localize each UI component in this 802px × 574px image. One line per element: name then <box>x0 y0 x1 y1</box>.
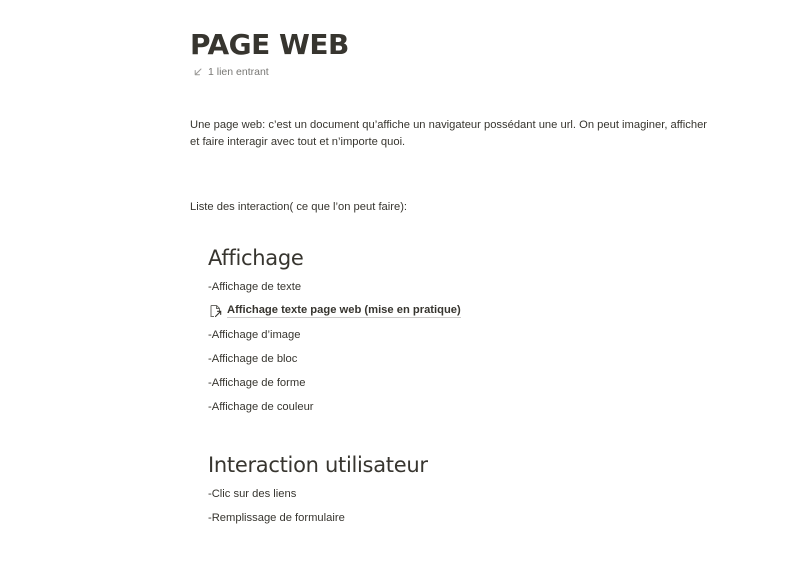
list-intro-paragraph[interactable]: Liste des interaction( ce que l’on peut faire): <box>190 201 408 213</box>
list-item[interactable]: -Remplissage de formulaire <box>208 512 345 524</box>
list-item[interactable]: -Affichage de texte <box>208 281 302 293</box>
heading-interaction-utilisateur[interactable]: Interaction utilisateur <box>208 453 428 477</box>
backlinks-label: 1 lien entrant <box>208 66 269 78</box>
arrow-down-left-icon <box>193 67 203 77</box>
list-item[interactable]: -Clic sur des liens <box>208 488 297 500</box>
page-link-icon <box>208 304 222 318</box>
page-title[interactable]: PAGE WEB <box>190 28 349 61</box>
list-item[interactable]: -Affichage de forme <box>208 377 306 389</box>
intro-paragraph[interactable]: Une page web: c’est un document qu’affiche un navigateur possédant une url. On peut imaginer, afficher et faire interagir avec tout et n’importe quoi. <box>190 119 708 148</box>
page-link-affichage-texte[interactable] <box>208 299 461 323</box>
section-interaction <box>208 453 428 530</box>
list-item[interactable]: -Affichage d’image <box>208 329 301 341</box>
backlinks-button[interactable] <box>193 66 269 78</box>
heading-affichage[interactable]: Affichage <box>208 246 304 270</box>
list-item[interactable]: -Affichage de bloc <box>208 353 298 365</box>
list-item[interactable]: -Affichage de couleur <box>208 401 314 413</box>
section-affichage <box>208 246 461 419</box>
page-link-label[interactable]: Affichage texte page web (mise en pratique) <box>227 304 461 316</box>
